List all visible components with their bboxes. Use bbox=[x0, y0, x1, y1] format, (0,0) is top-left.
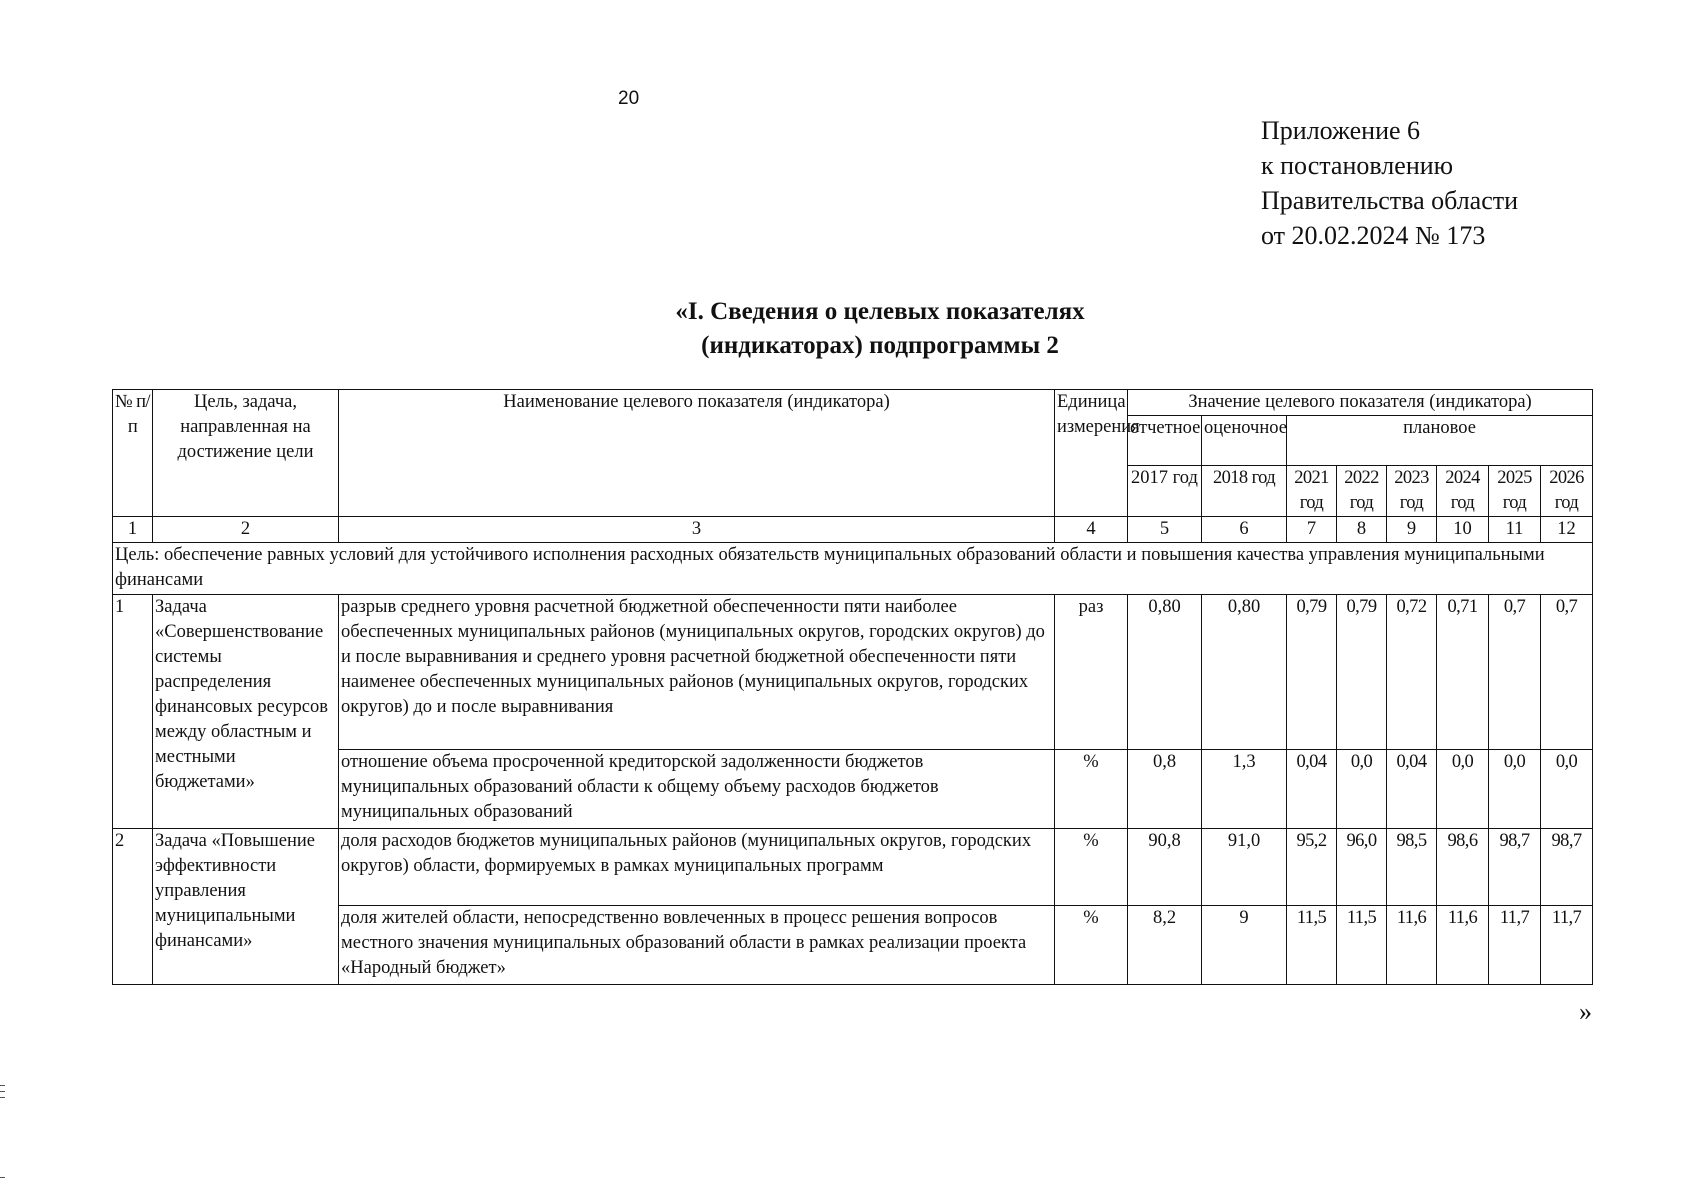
table-row bbox=[113, 595, 1593, 750]
indicator-value: 96,0 bbox=[1337, 829, 1387, 906]
margin-mark bbox=[0, 1177, 5, 1178]
indicator-name: доля жителей области, непосредственно вовлеченных в процесс решения вопросов местного значения муниципальных образований области в рамках реализации проекта «Народный бюджет» bbox=[339, 906, 1055, 985]
indicator-value: 0,0 bbox=[1337, 750, 1387, 829]
margin-mark bbox=[0, 1097, 5, 1098]
column-number: 12 bbox=[1541, 517, 1593, 543]
indicator-value: 11,6 bbox=[1437, 906, 1489, 985]
header-year: 2017 год bbox=[1128, 466, 1202, 517]
task-number: 1 bbox=[113, 595, 153, 829]
task-number: 2 bbox=[113, 829, 153, 985]
column-number: 8 bbox=[1337, 517, 1387, 543]
header-unit: Единица измерения bbox=[1055, 390, 1128, 517]
title-line: (индикаторах) подпрограммы 2 bbox=[701, 332, 1059, 359]
column-number: 6 bbox=[1202, 517, 1287, 543]
header-reported: отчетное bbox=[1128, 416, 1202, 466]
indicator-name: доля расходов бюджетов муниципальных районов (муниципальных округов, городских округов) области, формируемых в рамках муниципальных программ bbox=[339, 829, 1055, 906]
header-indicator-name: Наименование целевого показателя (индикатора) bbox=[339, 390, 1055, 517]
column-number: 9 bbox=[1387, 517, 1437, 543]
indicator-value: 11,7 bbox=[1489, 906, 1541, 985]
indicator-name: отношение объема просроченной кредиторской задолженности бюджетов муниципальных образований области к общему объему расходов бюджетов муниципальных образований bbox=[339, 750, 1055, 829]
column-number: 1 bbox=[113, 517, 153, 543]
indicator-value: 0,71 bbox=[1437, 595, 1489, 750]
indicators-table bbox=[112, 389, 1593, 985]
indicator-unit: % bbox=[1055, 829, 1128, 906]
column-number: 4 bbox=[1055, 517, 1128, 543]
indicator-unit: % bbox=[1055, 906, 1128, 985]
indicator-value: 90,8 bbox=[1128, 829, 1202, 906]
header-year: 2024 год bbox=[1437, 466, 1489, 517]
header-value-group: Значение целевого показателя (индикатора) bbox=[1128, 390, 1593, 416]
indicator-value: 9 bbox=[1202, 906, 1287, 985]
table-row bbox=[113, 829, 1593, 906]
margin-mark bbox=[0, 1085, 5, 1086]
indicator-unit: раз bbox=[1055, 595, 1128, 750]
header-year: 2021 год bbox=[1287, 466, 1337, 517]
indicator-value: 11,5 bbox=[1337, 906, 1387, 985]
page-number: 20 bbox=[618, 88, 640, 109]
indicator-value: 8,2 bbox=[1128, 906, 1202, 985]
header-goal: Цель, задача, направленная на достижение цели bbox=[153, 390, 339, 517]
indicator-value: 11,5 bbox=[1287, 906, 1337, 985]
indicator-value: 0,79 bbox=[1337, 595, 1387, 750]
appendix-line: к постановлению bbox=[1261, 151, 1454, 180]
header-estimated: оценочное bbox=[1202, 416, 1287, 466]
indicator-value: 0,7 bbox=[1541, 595, 1593, 750]
indicator-value: 0,72 bbox=[1387, 595, 1437, 750]
header-year: 2022 год bbox=[1337, 466, 1387, 517]
indicator-value: 0,79 bbox=[1287, 595, 1337, 750]
closing-quote: » bbox=[1579, 997, 1592, 1026]
indicator-value: 91,0 bbox=[1202, 829, 1287, 906]
column-number: 10 bbox=[1437, 517, 1489, 543]
indicator-value: 95,2 bbox=[1287, 829, 1337, 906]
task-name: Задача «Совершенствование системы распределения финансовых ресурсов между областным и местными бюджетами» bbox=[153, 595, 339, 829]
column-number: 5 bbox=[1128, 517, 1202, 543]
header-num: № п/п bbox=[113, 390, 153, 517]
header-year: 2025 год bbox=[1489, 466, 1541, 517]
indicator-value: 0,7 bbox=[1489, 595, 1541, 750]
document-title bbox=[480, 295, 1280, 363]
appendix-line: Приложение 6 bbox=[1261, 116, 1421, 145]
column-number: 7 bbox=[1287, 517, 1337, 543]
appendix-line: Правительства области bbox=[1261, 186, 1519, 215]
indicator-unit: % bbox=[1055, 750, 1128, 829]
indicator-name: разрыв среднего уровня расчетной бюджетной обеспеченности пяти наиболее обеспеченных муниципальных районов (муниципальных округов, городских округов) до и после выравнивания и среднего уровня расчетной бюджетной обеспеченности пяти наименее обеспеченных муниципальных районов (муниципальных округов, городских округов) до и после выравнивания bbox=[339, 595, 1055, 750]
task-name: Задача «Повышение эффективности управления муниципальными финансами» bbox=[153, 829, 339, 985]
indicator-value: 98,5 bbox=[1387, 829, 1437, 906]
margin-mark bbox=[0, 1091, 5, 1092]
indicator-value: 0,0 bbox=[1489, 750, 1541, 829]
title-line: «I. Сведения о целевых показателях bbox=[675, 298, 1085, 325]
indicator-value: 11,6 bbox=[1387, 906, 1437, 985]
column-number: 2 bbox=[153, 517, 339, 543]
column-number: 3 bbox=[339, 517, 1055, 543]
indicator-value: 0,0 bbox=[1437, 750, 1489, 829]
indicator-value: 0,04 bbox=[1387, 750, 1437, 829]
appendix-block bbox=[1261, 113, 1518, 253]
indicator-value: 0,04 bbox=[1287, 750, 1337, 829]
indicator-value: 98,7 bbox=[1489, 829, 1541, 906]
header-year: 2023 год bbox=[1387, 466, 1437, 517]
indicator-value: 1,3 bbox=[1202, 750, 1287, 829]
goal-row: Цель: обеспечение равных условий для устойчивого исполнения расходных обязательств муниципальных образований области и повышения качества управления муниципальными финансами bbox=[113, 543, 1593, 595]
column-number: 11 bbox=[1489, 517, 1541, 543]
header-year: 2026 год bbox=[1541, 466, 1593, 517]
indicator-value: 98,7 bbox=[1541, 829, 1593, 906]
header-year: 2018 год bbox=[1202, 466, 1287, 517]
appendix-line: от 20.02.2024 № 173 bbox=[1261, 221, 1486, 250]
indicator-value: 0,80 bbox=[1128, 595, 1202, 750]
indicator-value: 0,80 bbox=[1202, 595, 1287, 750]
indicator-value: 11,7 bbox=[1541, 906, 1593, 985]
indicator-value: 98,6 bbox=[1437, 829, 1489, 906]
header-planned: плановое bbox=[1287, 416, 1593, 466]
indicator-value: 0,0 bbox=[1541, 750, 1593, 829]
column-number-row bbox=[113, 517, 1593, 543]
indicator-value: 0,8 bbox=[1128, 750, 1202, 829]
